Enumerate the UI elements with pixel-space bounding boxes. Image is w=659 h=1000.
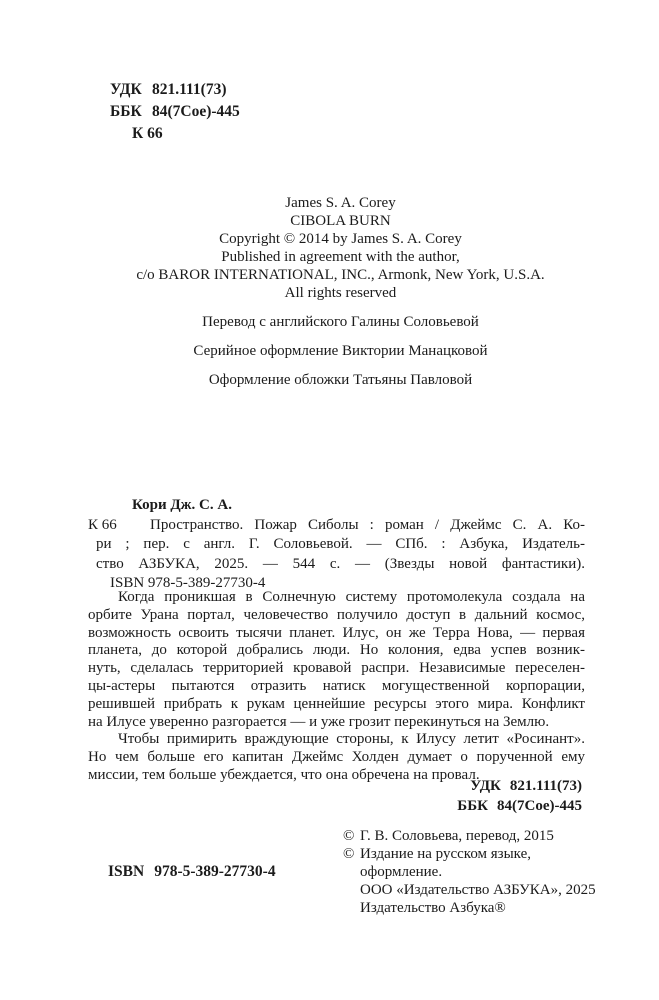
annotation-line: цы-астеры пытаются отразить натиск могущественной корпорации, — [88, 677, 585, 694]
original-title: CIBOLA BURN — [290, 213, 391, 229]
copyright-line: Издательство Азбука® — [360, 900, 506, 916]
credits-block — [88, 308, 593, 395]
annotation-line: миссии, тем больше убеждается, что она обречена на провал. — [88, 766, 480, 783]
copyright-line: Г. В. Соловьева, перевод, 2015 — [360, 828, 554, 844]
biblio-author-code: К 66 — [88, 516, 117, 533]
annotation-line: решившей прибрать к рукам ценнейшие ресурсы этого мира. Конфликт — [88, 695, 585, 712]
annotation — [88, 589, 585, 785]
biblio-isbn: ISBN 978-5-389-27730-4 — [110, 575, 266, 591]
annotation-line: Но чем больше его капитан Джеймс Холден думает о порученной ему — [88, 749, 585, 766]
copyright-symbol: © — [343, 828, 355, 844]
udk-label-bottom: УДК — [470, 778, 501, 794]
biblio-record — [96, 516, 585, 575]
biblio-author-heading: Кори Дж. С. А. — [132, 497, 232, 513]
series-design-credit: Серийное оформление Виктории Манацковой — [193, 343, 488, 359]
published-line: Published in agreement with the author, — [221, 249, 460, 265]
bbk-row — [110, 101, 240, 123]
copyright-line: Copyright © 2014 by James S. A. Corey — [219, 231, 462, 247]
annotation-line: нуть, сделалась территорией кровавой распри. Независимые переселен- — [88, 660, 585, 677]
udk-value: 821.111(73) — [152, 81, 227, 98]
udk-row — [110, 79, 240, 101]
biblio-record-line: ство АЗБУКА, 2025. — 544 с. — (Звезды новой фантастики). — [96, 555, 585, 572]
agency-line: c/o BAROR INTERNATIONAL, INC., Armonk, New York, U.S.A. — [136, 267, 545, 283]
annotation-line: Когда проникшая в Солнечную систему протомолекула создала на — [118, 589, 585, 605]
top-classification-block — [110, 79, 240, 145]
copyright-line: ООО «Издательство АЗБУКА», 2025 — [360, 882, 596, 898]
translator-credit: Перевод с английского Галины Соловьевой — [202, 314, 479, 330]
original-edition-block — [88, 194, 593, 302]
isbn-value: 978-5-389-27730-4 — [154, 863, 276, 880]
copyright-item — [343, 827, 613, 845]
annotation-line: возможность освоить тысячи планет. Илус, он же Терра Нова, — первая — [88, 624, 585, 641]
udk-label: УДК — [110, 81, 142, 98]
bbk-label: ББК — [110, 103, 142, 120]
rights-line: All rights reserved — [284, 285, 397, 301]
annotation-line: Чтобы примирить враждующие стороны, к Илусу летит «Росинант». — [118, 731, 585, 748]
biblio-record-line: Пространство. Пожар Сиболы : роман / Джеймс С. А. Ко- — [150, 516, 585, 533]
original-author: James S. A. Corey — [285, 195, 396, 211]
biblio-record-line: ри ; пер. с англ. Г. Соловьевой. — СПб. : Азбука, Издатель- — [96, 536, 585, 552]
isbn-bottom — [108, 863, 276, 881]
author-code: К 66 — [132, 125, 163, 142]
isbn-label: ISBN — [108, 863, 145, 880]
annotation-line: орбите Урана портал, человечество получило доступ в дальний космос, — [88, 606, 585, 623]
bbk-value: 84(7Сое)-445 — [152, 103, 240, 120]
annotation-line: на Илусе уверенно разгорается — и уже грозит перекинуться на Землю. — [88, 713, 550, 730]
bbk-row-bottom — [457, 796, 582, 816]
annotation-line: планета, до которой добрались люди. Но колония, едва успев возник- — [88, 642, 585, 659]
udk-value-bottom: 821.111(73) — [509, 778, 582, 794]
bbk-label-bottom: ББК — [457, 798, 489, 814]
cover-design-credit: Оформление обложки Татьяны Павловой — [208, 372, 473, 388]
bottom-classification-block — [457, 776, 582, 816]
copyright-line: Издание на русском языке, оформление. — [360, 846, 531, 880]
udk-row-bottom — [457, 776, 582, 796]
copyright-block — [343, 827, 613, 917]
bibliographic-block — [88, 496, 585, 594]
bbk-value-bottom: 84(7Сое)-445 — [497, 798, 582, 814]
copyright-item — [343, 845, 613, 917]
copyright-symbol: © — [343, 846, 355, 862]
